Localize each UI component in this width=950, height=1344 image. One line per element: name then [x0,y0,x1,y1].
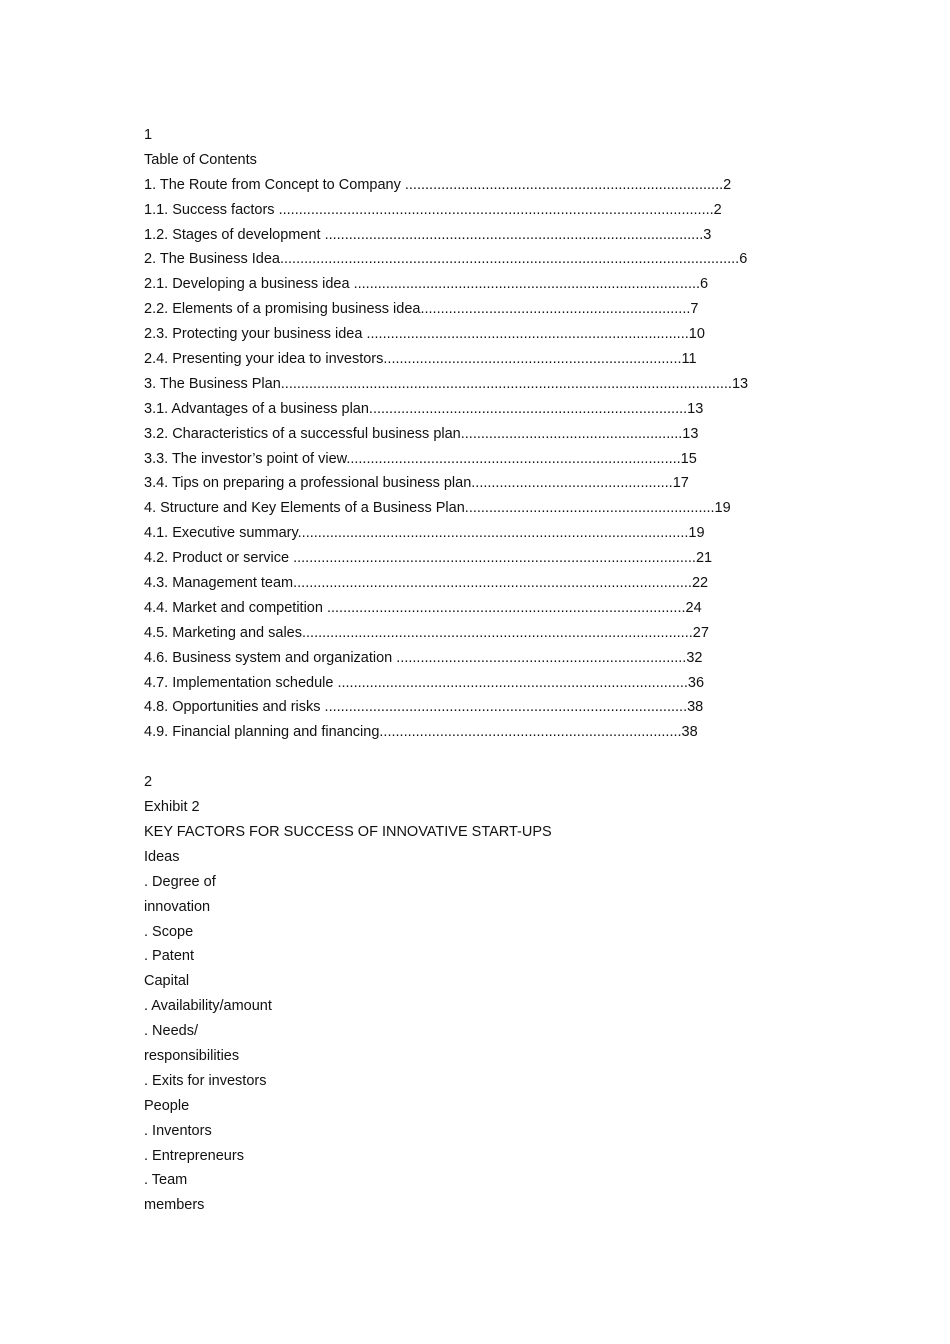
toc-entry: 3.1. Advantages of a business plan...............................................................................13 [144,400,704,417]
toc-entry: 4.6. Business system and organization ........................................................................32 [144,649,703,666]
exhibit-line: . Entrepreneurs [144,1147,244,1164]
toc-entry: 4.5. Marketing and sales.................................................................................................27 [144,624,709,641]
exhibit-line: People [144,1097,190,1114]
exhibit-line: . Patent [144,948,194,965]
exhibit-line: . Availability/amount [144,998,272,1015]
exhibit-label: Exhibit 2 [144,799,200,816]
exhibit-line: Capital [144,973,190,990]
exhibit-line: . Degree of [144,873,216,890]
toc-entry: 3.4. Tips on preparing a professional business plan..................................................17 [144,475,689,492]
toc-entry: 4.9. Financial planning and financing...........................................................................38 [144,724,698,741]
toc-entry: 4.4. Market and competition .........................................................................................24 [144,599,702,616]
toc-entry: 4.1. Executive summary.................................................................................................19 [144,525,705,542]
toc-entry: 3.2. Characteristics of a successful business plan.......................................................13 [144,425,699,442]
document-page [144,123,824,1218]
section-spacer [144,745,824,770]
exhibit-line: responsibilities [144,1047,240,1064]
exhibit-line: . Team [144,1172,188,1189]
exhibit-line: Ideas [144,848,180,865]
exhibit-line: . Inventors [144,1122,212,1139]
exhibit-title: KEY FACTORS FOR SUCCESS OF INNOVATIVE START-UPS [144,823,552,840]
toc-entry: 2.3. Protecting your business idea ................................................................................10 [144,326,705,343]
toc-entry: 4.7. Implementation schedule .......................................................................................36 [144,674,705,691]
toc-entry: 4. Structure and Key Elements of a Business Plan..............................................................19 [144,500,731,517]
toc-entry: 2.1. Developing a business idea ......................................................................................6 [144,276,709,293]
exhibit-content [144,845,824,1218]
toc-entry: 3. The Business Plan................................................................................................................13 [144,375,749,392]
toc-entry: 4.2. Product or service ....................................................................................................21 [144,550,713,567]
exhibit-line: . Needs/ [144,1023,198,1040]
toc-entry: 1.2. Stages of development ..............................................................................................3 [144,226,712,243]
toc-entry: 1. The Route from Concept to Company ...............................................................................2 [144,176,732,193]
exhibit-line: innovation [144,898,211,915]
toc-entry: 2.4. Presenting your idea to investors..........................................................................11 [144,351,697,368]
toc-entry: 2. The Business Idea..................................................................................................................6 [144,251,748,268]
toc-entry: 1.1. Success factors ............................................................................................................2 [144,201,722,218]
page-number: 1 [144,127,153,143]
page-number: 2 [144,774,153,791]
toc-heading: Table of Contents [144,151,257,168]
exhibit-line: . Scope [144,923,194,940]
exhibit-line: . Exits for investors [144,1072,267,1089]
table-of-contents [144,173,824,745]
toc-entry: 3.3. The investor’s point of view...................................................................................15 [144,450,697,467]
toc-entry: 4.3. Management team...................................................................................................22 [144,575,709,592]
toc-entry: 2.2. Elements of a promising business idea...................................................................7 [144,301,699,318]
exhibit-line: members [144,1197,205,1214]
toc-entry: 4.8. Opportunities and risks ..........................................................................................38 [144,699,704,716]
